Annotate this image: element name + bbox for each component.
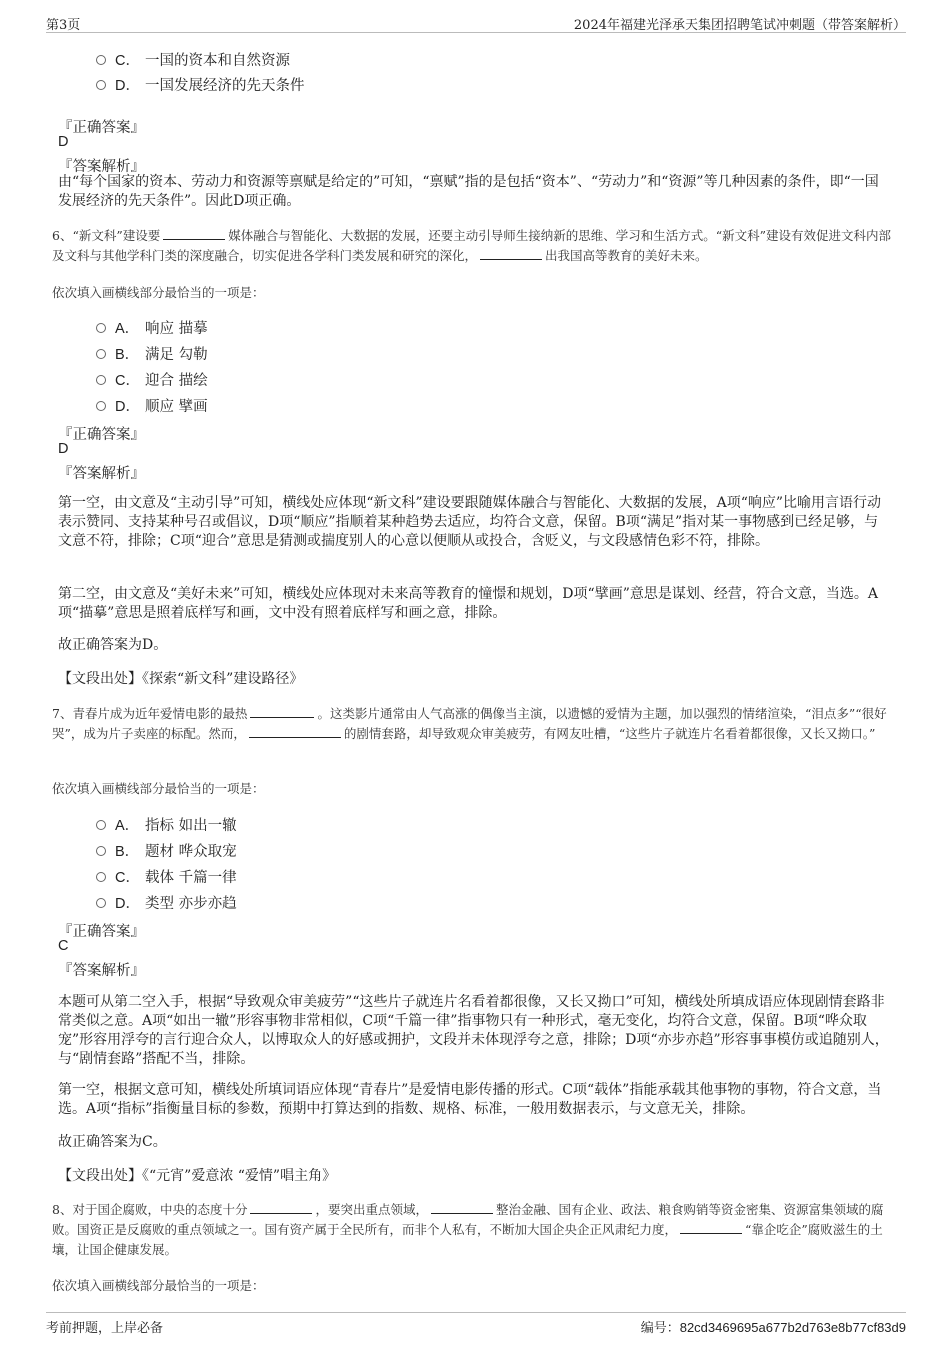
radio-icon[interactable]: [96, 872, 106, 882]
analysis-text: 由“每个国家的资本、劳动力和资源等禀赋是给定的”可知，“禀赋”指的是包括“资本”、“劳动力”和“资源”等几种因素的条件，即“一国发展经济的先天条件”。因此D项正确。: [58, 174, 879, 209]
radio-icon[interactable]: [96, 80, 106, 90]
conclusion-text: 故正确答案为C。: [58, 1134, 167, 1150]
option-a[interactable]: A． 响应 描摹: [96, 317, 208, 338]
page-header: [46, 12, 906, 33]
radio-icon[interactable]: [96, 898, 106, 908]
answer-label: 『正确答案』: [58, 924, 145, 940]
analysis-label: 『答案解析』: [58, 466, 145, 482]
document-title: 2024年福建光泽承天集团招聘笔试冲刺题（带答案解析）: [573, 18, 906, 33]
page-number: 第3页: [46, 18, 81, 33]
analysis-paragraph: 第一空，由文意及“主动引导”可知，横线处应体现“新文科”建设要跟随媒体融合与智能化、大数据的发展，A项“响应”比喻用言语行动表示赞同、支持某种号召或倡议，D项“顺应”指顺着某种趋势去适应，均符合文意，保留。B项“满足”指对某一事物感到已经足够，与文意不符，排除；C项“迎合”意思是猜测或揣度别人的心意以便顺从或投合，含贬义，与文段感情色彩不符，排除。: [58, 495, 882, 549]
source-text: 【文段出处】《探索“新文科”建设路径》: [58, 671, 304, 687]
option-d[interactable]: D． 一国发展经济的先天条件: [96, 74, 305, 95]
fill-blank: [680, 1232, 742, 1234]
radio-icon[interactable]: [96, 349, 106, 359]
option-c[interactable]: C． 一国的资本和自然资源: [96, 49, 290, 70]
analysis-label: 『答案解析』: [58, 963, 145, 979]
question-instruction: 依次填入画横线部分最恰当的一项是：: [52, 1278, 265, 1293]
radio-icon[interactable]: [96, 55, 106, 65]
radio-icon[interactable]: [96, 323, 106, 333]
answer-value: C: [58, 938, 69, 954]
answer-value: D: [58, 441, 69, 457]
radio-icon[interactable]: [96, 846, 106, 856]
question-stem: 7、青春片成为近年爱情电影的最热 。这类影片通常由人气高涨的偶像当主演，以遗憾的爱情为主题，加以强烈的情绪渲染，“泪点多”“很好哭”，成为片子卖座的标配。然而， 的剧情套路，却导致观众审美疲劳，有网友吐槽，“这些片子就连片名看着都很像，又长又拗口。”: [52, 706, 887, 741]
footer-slogan: 考前押题，上岸必备: [46, 1321, 164, 1336]
answer-value: D: [58, 134, 69, 150]
page-footer: [46, 1312, 906, 1335]
question-instruction: 依次填入画横线部分最恰当的一项是：: [52, 781, 265, 796]
answer-label: 『正确答案』: [58, 427, 145, 443]
option-c[interactable]: C． 迎合 描绘: [96, 369, 208, 390]
fill-blank: [250, 1212, 312, 1214]
question-instruction: 依次填入画横线部分最恰当的一项是：: [52, 285, 265, 300]
analysis-paragraph: 本题可从第二空入手，根据“导致观众审美疲劳”“这些片子就连片名看着都很像，又长又拗口”可知，横线处所填成语应体现剧情套路非常类似之意。A项“如出一辙”形容事物非常相似，C项“千篇一律”指事物只有一种形式，毫无变化，均符合文意，保留。B项“哗众取宠”形容用浮夸的言行迎合众人，以博取众人的好感或拥护，文段并未体现浮夸之意，排除；D项“亦步亦趋”形容事事模仿或追随别人，与“剧情套路”搭配不当，排除。: [58, 994, 889, 1067]
option-d[interactable]: D． 类型 亦步亦趋: [96, 892, 237, 913]
document-code: 编号：82cd3469695a677b2d763e8b77cf83d9: [640, 1320, 906, 1336]
analysis-label: 『答案解析』: [58, 159, 145, 175]
answer-label: 『正确答案』: [58, 120, 145, 136]
radio-icon[interactable]: [96, 401, 106, 411]
analysis-paragraph: 第一空，根据文意可知，横线处所填词语应体现“青春片”是爱情电影传播的形式。C项“载体”指能承载其他事物的事物，符合文意，当选。A项“指标”指衡量目标的参数，预期中打算达到的指数、规格、标准，一般用数据表示，与文意无关，排除。: [58, 1082, 882, 1117]
option-b[interactable]: B． 题材 哗众取宠: [96, 840, 237, 861]
question-stem: 8、对于国企腐败，中央的态度十分 ，要突出重点领域， 整治金融、国有企业、政法、粮食购销等资金密集、资源富集领域的腐败。国资正是反腐败的重点领域之一。国有资产属于全民所有，而非个人私有，不断加大国企央企正风肃纪力度， “靠企吃企”腐败滋生的土壤，让国企健康发展。: [52, 1202, 884, 1257]
fill-blank: [480, 258, 542, 260]
fill-blank: [431, 1212, 493, 1214]
option-d[interactable]: D． 顺应 擘画: [96, 395, 208, 416]
option-b[interactable]: B． 满足 勾勒: [96, 343, 208, 364]
conclusion-text: 故正确答案为D。: [58, 637, 168, 653]
source-text: 【文段出处】《“元宵”爱意浓 “爱情”唱主角》: [58, 1168, 337, 1184]
question-stem: 6、“新文科”建设要 媒体融合与智能化、大数据的发展，还要主动引导师生接纳新的思维、学习和生活方式。“新文科”建设有效促进文科内部及文科与其他学科门类的深度融合，切实促进各学科门类发展和研究的深化， 出我国高等教育的美好未来。: [52, 228, 892, 263]
radio-icon[interactable]: [96, 820, 106, 830]
fill-blank: [250, 716, 314, 718]
radio-icon[interactable]: [96, 375, 106, 385]
fill-blank: [163, 238, 225, 240]
option-c[interactable]: C． 载体 千篇一律: [96, 866, 237, 887]
analysis-paragraph: 第二空，由文意及“美好未来”可知，横线处应体现对未来高等教育的憧憬和规划，D项“擘画”意思是谋划、经营，符合文意，当选。A项“描摹”意思是照着底样写和画，文中没有照着底样写和画之意，排除。: [58, 586, 878, 621]
fill-blank: [249, 736, 341, 738]
option-a[interactable]: A． 指标 如出一辙: [96, 814, 237, 835]
